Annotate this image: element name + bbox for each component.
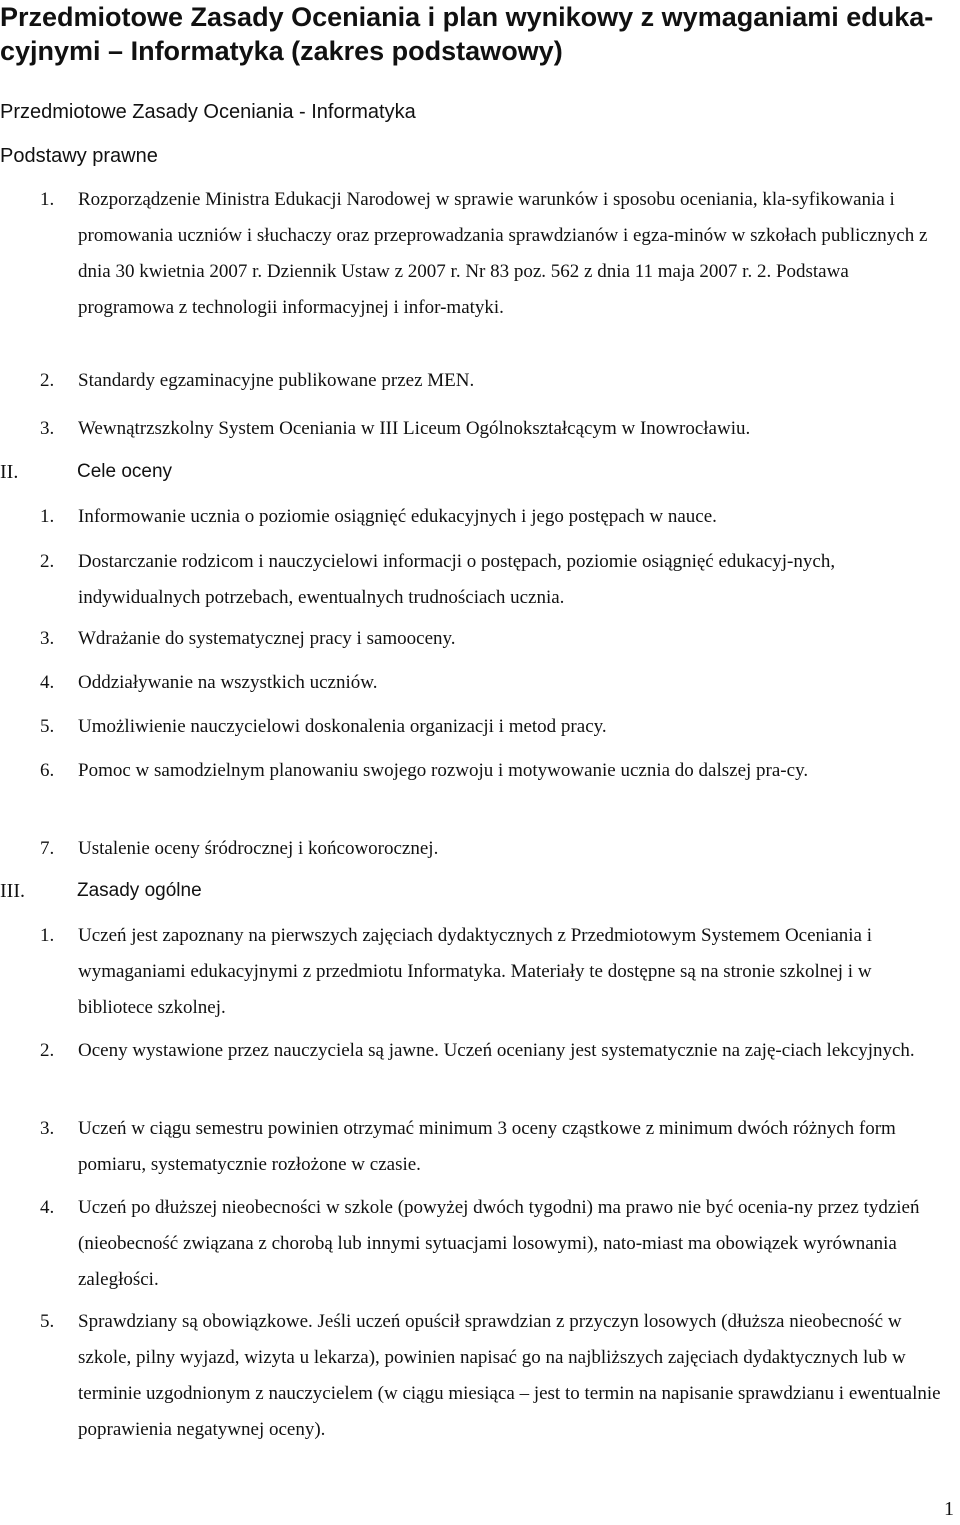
page-number: 1 [944,1498,954,1520]
document-subtitle: Przedmiotowe Zasady Oceniania - Informatyka [0,101,416,123]
list-item-number: 1. [40,506,55,527]
section-heading-cele-oceny: Cele oceny [77,461,173,482]
list-item-text: Wewnątrzszkolny System Oceniania w III Liceum Ogólnokształcącym w Inowrocławiu. [78,418,751,439]
list-item-text: Umożliwienie nauczycielowi doskonalenia organizacji i metod pracy. [78,716,607,737]
list-item-number: 5. [40,1311,55,1332]
list-item-text: Pomoc w samodzielnym planowaniu swojego rozwoju i motywowanie ucznia do dalszej pra-cy. [78,760,809,781]
list-item-number: 4. [40,672,55,693]
section-number-ii: II. [0,461,19,483]
section-heading-podstawy-prawne: Podstawy prawne [0,145,158,167]
list-item-number: 3. [40,628,55,649]
list-item-number: 7. [40,838,55,859]
list-item-number: 1. [40,189,55,210]
list-item-number: 4. [40,1197,55,1218]
list-item-number: 3. [40,1118,55,1139]
list-item-text: Wdrażanie do systematycznej pracy i samooceny. [78,628,456,649]
section-number-iii: III. [0,880,25,902]
list-item-text: Uczeń po dłuższej nieobecności w szkole (powyżej dwóch tygodni) ma prawo nie być ocenia-ny przez tydzień (nieobecność związana z chorobą lub innymi sytuacjami losowymi), nato-miast ma obowiązek wyrównania zaległości. [78,1197,920,1290]
list-item-number: 2. [40,1040,55,1061]
section-heading-zasady-ogolne: Zasady ogólne [77,880,202,901]
list-item-text: Dostarczanie rodzicom i nauczycielowi informacji o postępach, poziomie osiągnięć edukacyj-nych, indywidualnych potrzebach, ewentualnych trudnościach ucznia. [78,551,836,608]
list-item-number: 5. [40,716,55,737]
list-item-text: Informowanie ucznia o poziomie osiągnięć edukacyjnych i jego postępach w nauce. [78,506,717,527]
list-item-number: 6. [40,760,55,781]
document-title-line-1: Przedmiotowe Zasady Oceniania i plan wynikowy z wymaganiami eduka- [0,2,934,32]
list-item-number: 2. [40,370,55,391]
document-title [0,0,945,68]
list-item-text: Rozporządzenie Ministra Edukacji Narodowej w sprawie warunków i sposobu oceniania, kla-syfikowania i promowania uczniów i słuchaczy oraz przeprowadzania sprawdzianów i egza-minów w szkołach publicznych z dnia 30 kwietnia 2007 r. Dziennik Ustaw z 2007 r. Nr 83 poz. 562 z dnia 11 maja 2007 r. 2. Podstawa programowa z technologii informacyjnej i infor-matyki. [78,189,928,318]
list-item-number: 2. [40,551,55,572]
list-item-number: 3. [40,418,55,439]
list-item-text: Sprawdziany są obowiązkowe. Jeśli uczeń opuścił sprawdzian z przyczyn losowych (dłuższa nieobecność w szkole, pilny wyjazd, wizyta u lekarza), powinien napisać go na najbliższych zajęciach dydaktycznych lub w terminie uzgodnionym z nauczycielem (w ciągu miesiąca – jest to termin na napisanie sprawdzianu i ewentualnie poprawienia negatywnej oceny). [78,1311,941,1440]
list-item-text: Oddziaływanie na wszystkich uczniów. [78,672,378,693]
list-item-number: 1. [40,925,55,946]
document-title-line-2: cyjnymi – Informatyka (zakres podstawowy) [0,36,563,66]
list-item-text: Standardy egzaminacyjne publikowane przez MEN. [78,370,475,391]
list-item-text: Oceny wystawione przez nauczyciela są jawne. Uczeń oceniany jest systematycznie na zaję-ciach lekcyjnych. [78,1040,915,1061]
list-item-text: Ustalenie oceny śródrocznej i końcoworocznej. [78,838,439,859]
list-item-text: Uczeń jest zapoznany na pierwszych zajęciach dydaktycznych z Przedmiotowym Systemem Oceniania i wymaganiami edukacyjnymi z przedmiotu Informatyka. Materiały te dostępne są na stronie szkolnej i w bibliotece szkolnej. [78,925,872,1018]
list-item-text: Uczeń w ciągu semestru powinien otrzymać minimum 3 oceny cząstkowe z minimum dwóch różnych form pomiaru, systematycznie rozłożone w czasie. [78,1118,896,1175]
